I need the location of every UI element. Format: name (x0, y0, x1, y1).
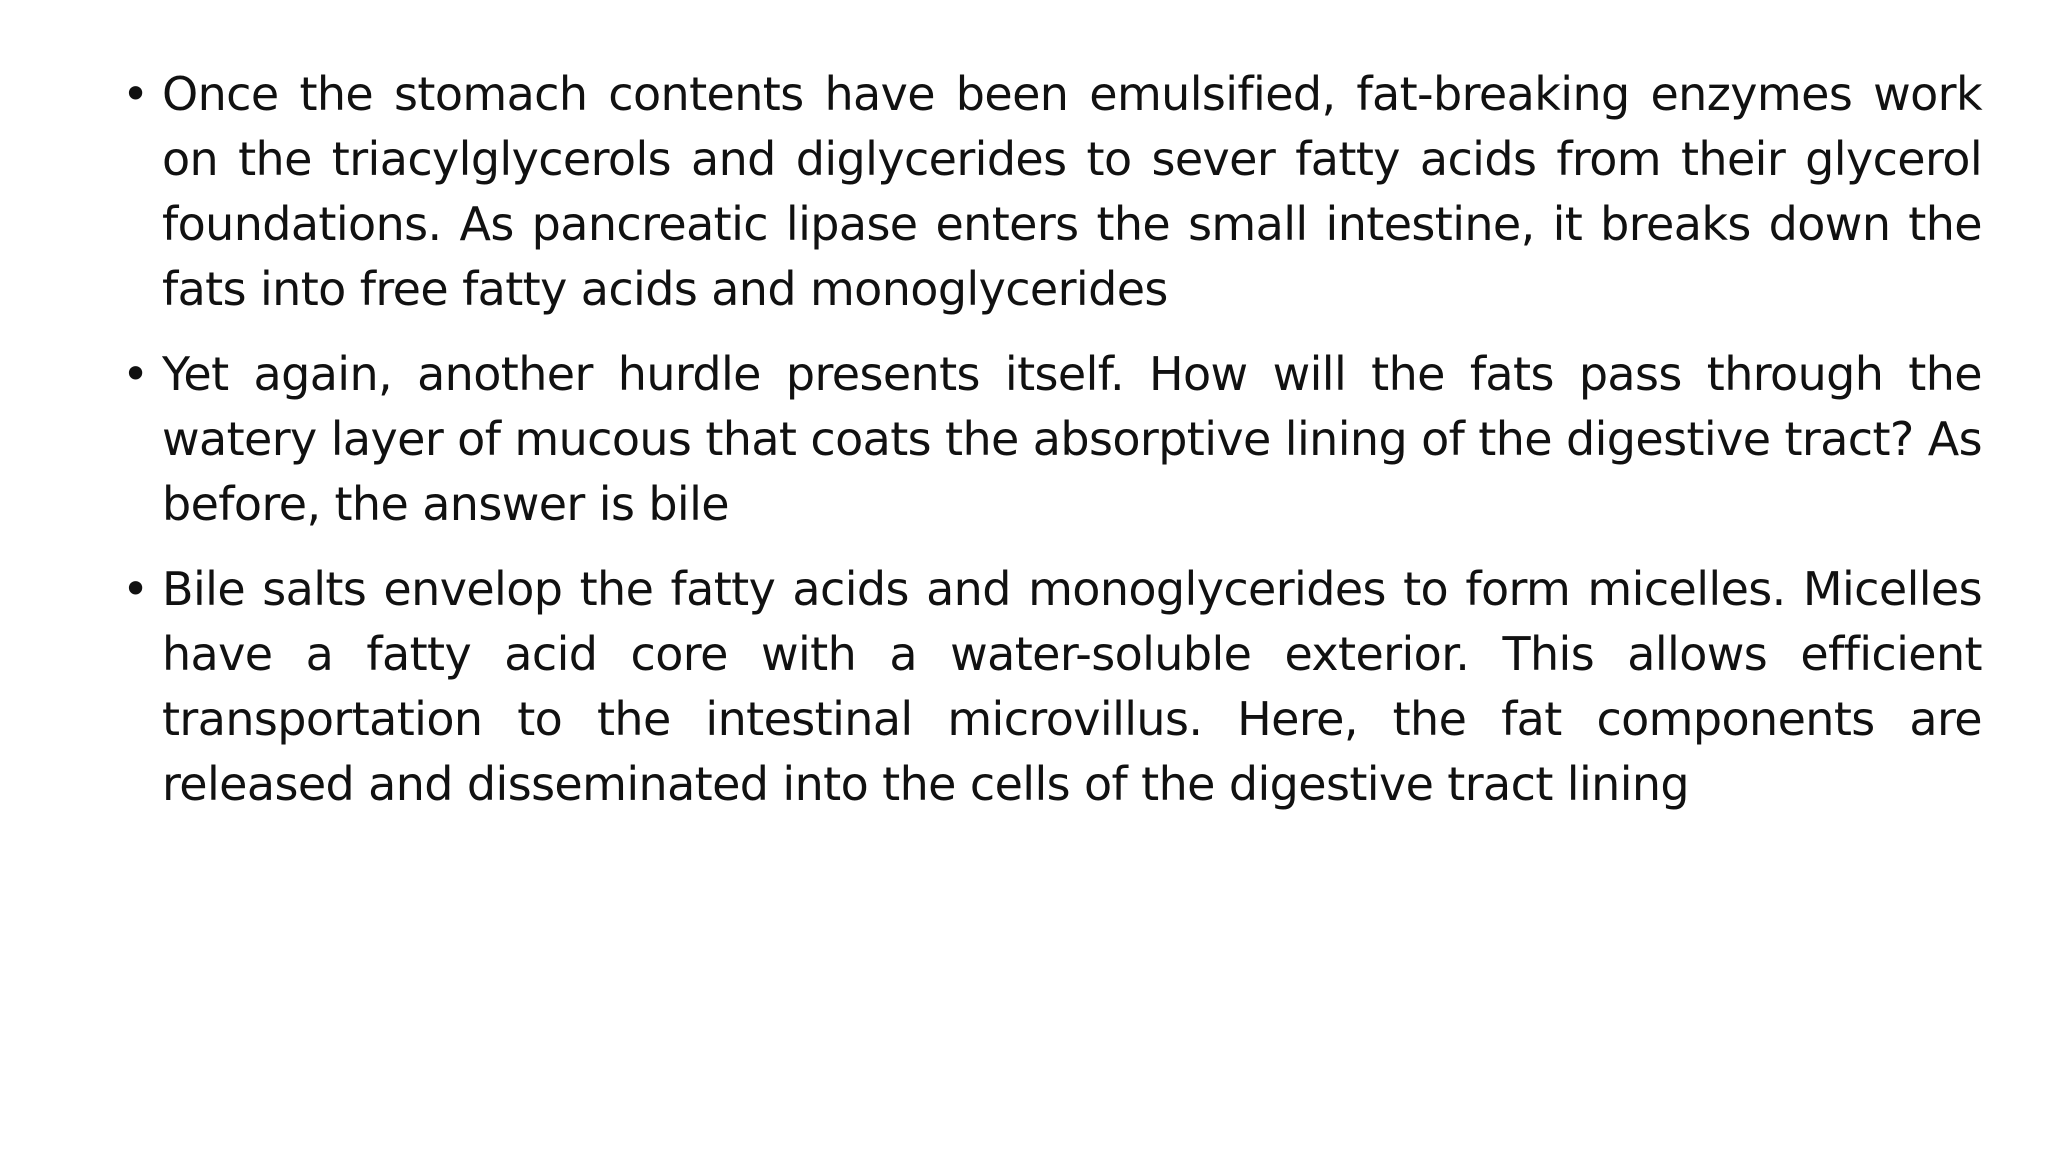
bullet-text: Once the stomach contents have been emulsified, fat-breaking enzymes work on the triacylglycerols and diglycerides to sever fatty acids from their glycerol foundations. As pancreatic lipase enters the small intestine, it breaks down the fats into free fatty acids and monoglycerides (162, 67, 1982, 316)
bullet-marker: • (122, 562, 149, 616)
bullet-item (122, 342, 1982, 537)
bullet-text: Bile salts envelop the fatty acids and monoglycerides to form micelles. Micelles have a fatty acid core with a water-soluble exterior. This allows efficient transportation to the intestinal microvillus. Here, the fat components are released and disseminated into the cells of the digestive tract lining (162, 562, 1982, 811)
bullet-item (122, 557, 1982, 817)
bullet-list (122, 62, 1982, 837)
bullet-marker: • (122, 67, 149, 121)
bullet-marker: • (122, 347, 149, 401)
bullet-item (122, 62, 1982, 322)
bullet-text: Yet again, another hurdle presents itself. How will the fats pass through the watery layer of mucous that coats the absorptive lining of the digestive tract? As before, the answer is bile (162, 347, 1982, 531)
